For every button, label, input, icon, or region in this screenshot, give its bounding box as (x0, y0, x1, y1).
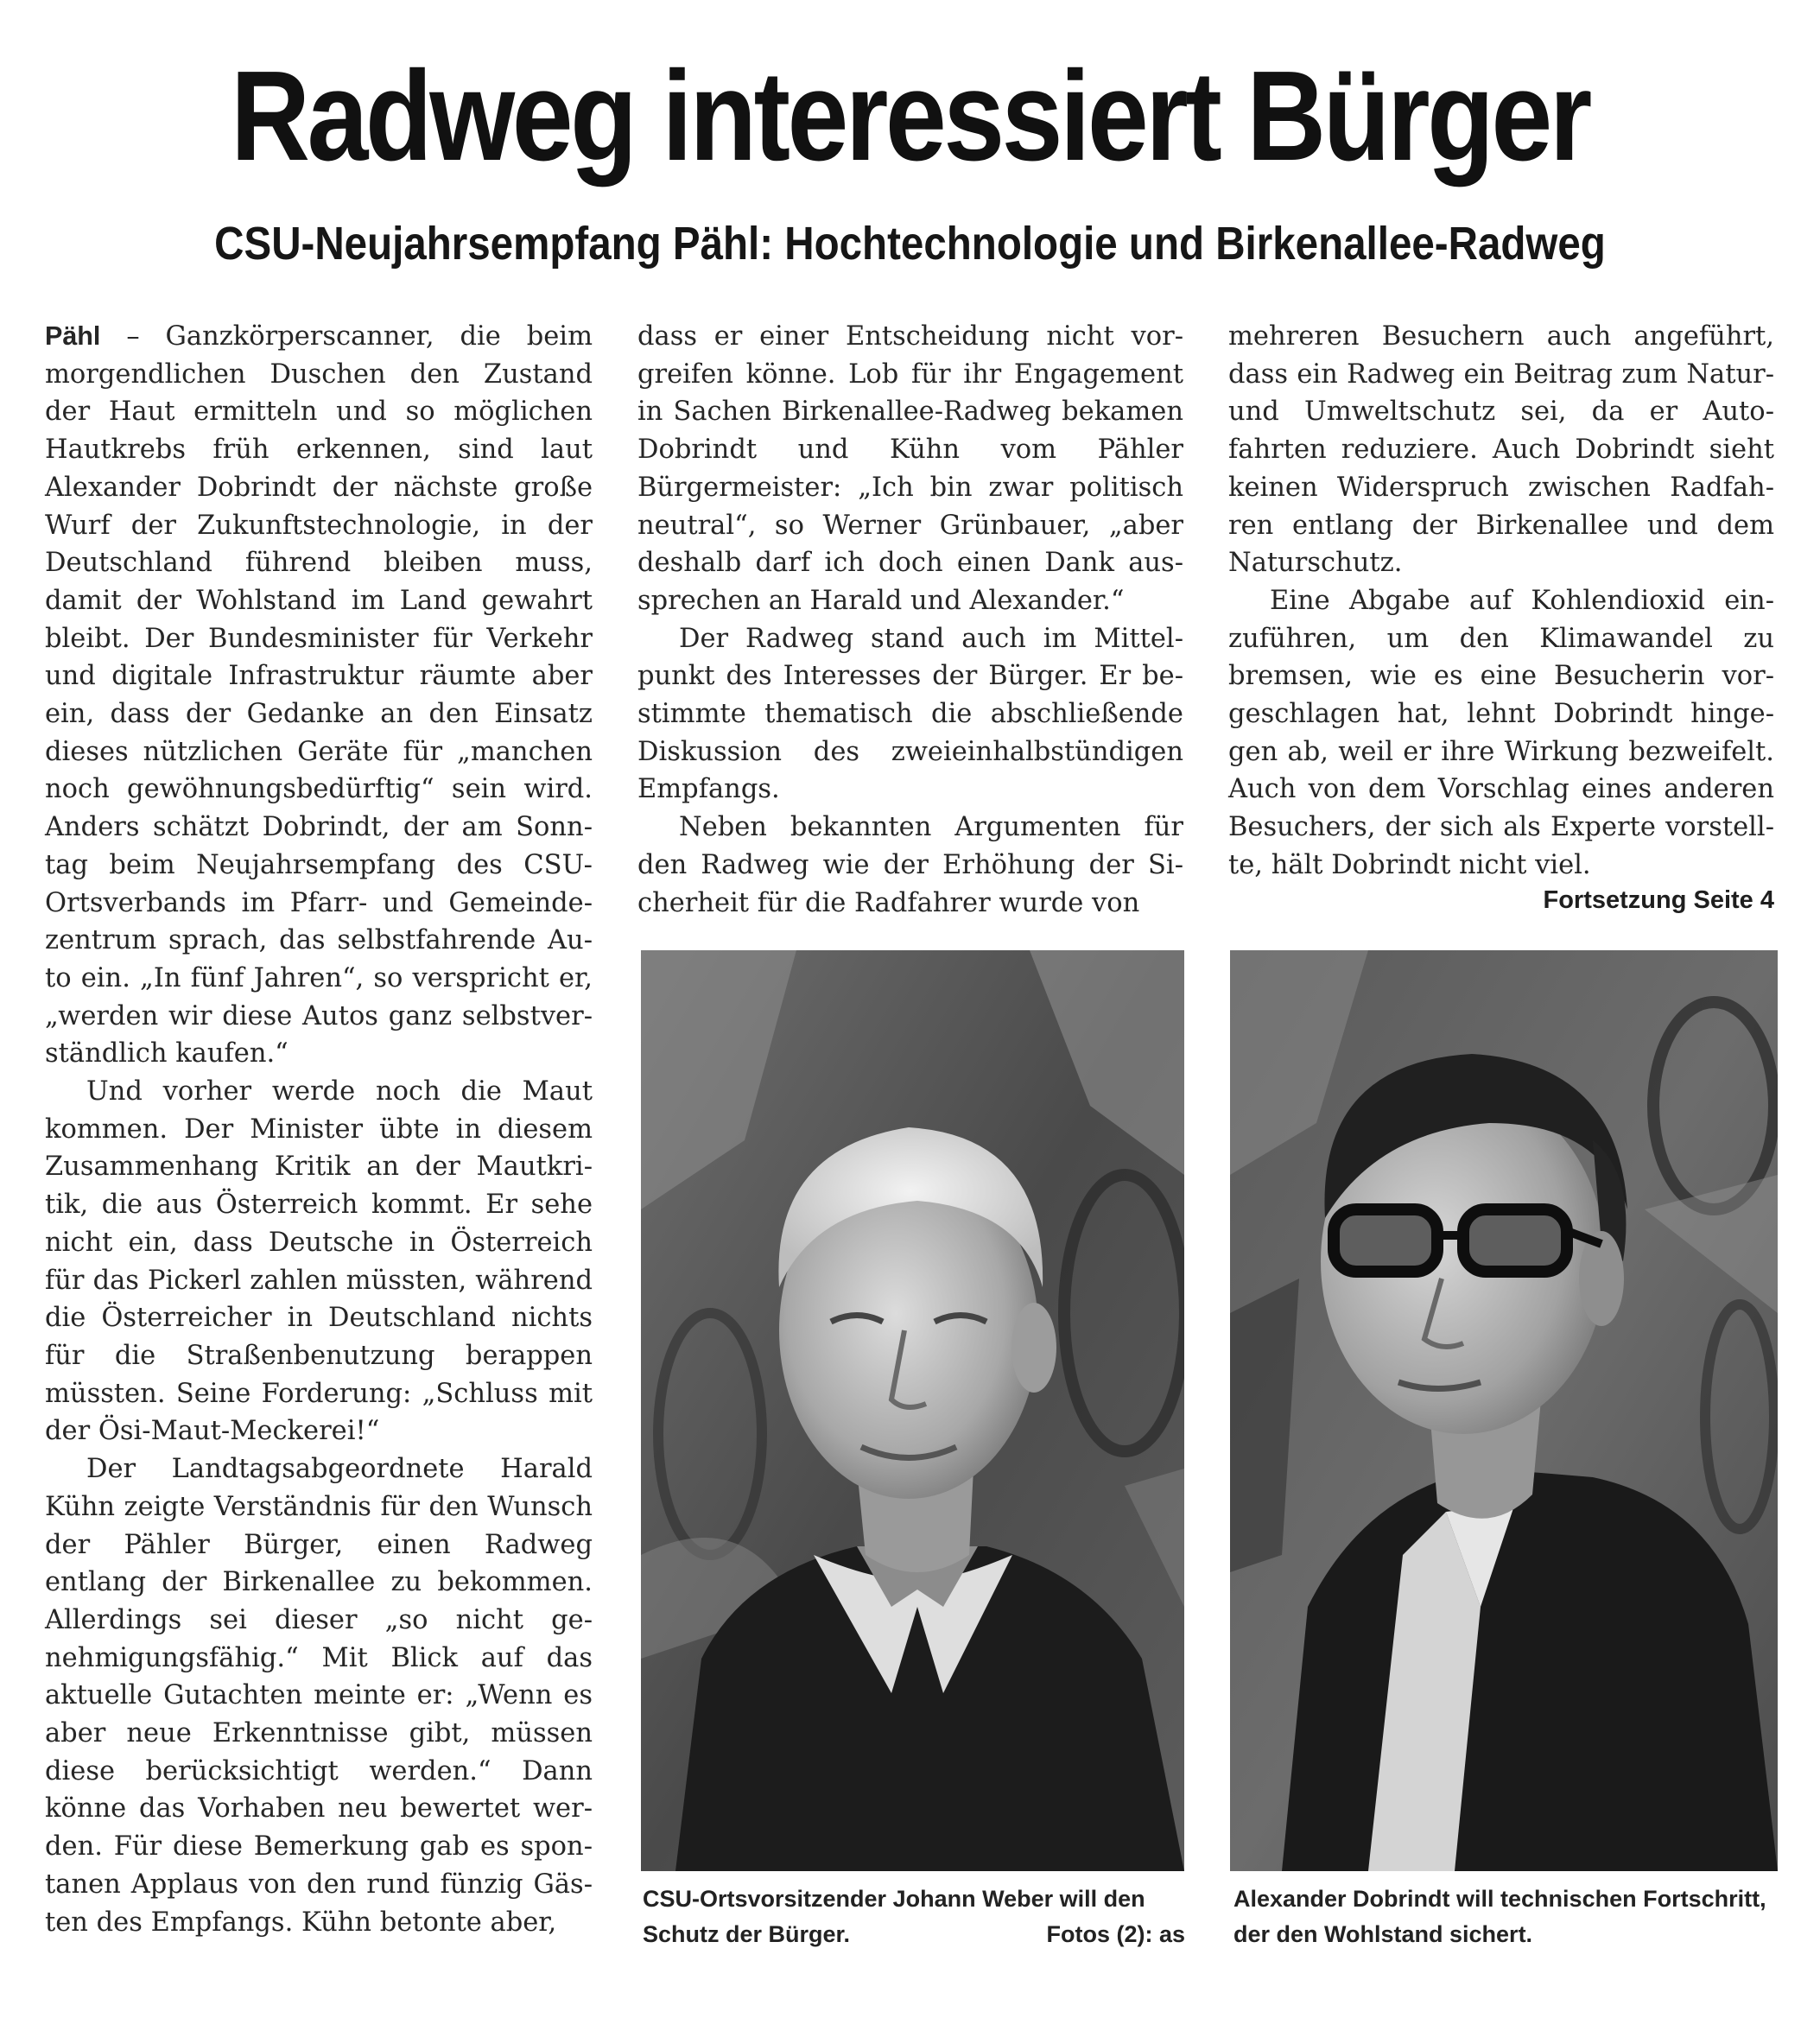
paragraph-text: – Ganzkörperscanner, die beim morgendlichen Duschen den Zustand der Haut ermitteln und so möglichen Hautkrebs früh erkennen, sind laut Alexander Dobrindt der nächste große Wurf der Zukunftstechnologie, in der Deutschland führend bleiben muss, damit der Wohlstand im Land gewahrt bleibt. Der Bundesminister für Verkehr und digitale Infrastruktur räumte aber ein, dass der Gedanke an den Einsatz dieses nützlichen Geräte für „manchen noch gewöhnungsbedürftig“ sein wird. Anders schätzt Dobrindt, der am Sonntag beim Neujahrsempfang des CSU-Ortsverbands im Pfarr- und Gemeindezentrum sprach, das selbstfahrende Auto ein. „In fünf Jahren“, so verspricht er, „werden wir diese Autos ganz selbstverständlich kaufen.“ (45, 321, 593, 1069)
article-column-2 (637, 318, 1183, 922)
paragraph (45, 318, 593, 1073)
paragraph: Der Landtagsabgeordnete Harald Kühn zeigte Verständnis für den Wunsch der Pähler Bürger, einen Radweg entlang der Birkenallee zu bekommen. Allerdings sei dieser „so nicht genehmigungsfähig.“ Mit Blick auf das aktuelle Gutachten meinte er: „Wenn es aber neue Erkenntnisse gibt, müssen diese berücksichtigt werden.“ Dann könne das Vorhaben neu bewertet werden. Für diese Bemerkung gab es spontanen Applaus von den rund fünzig Gästen des Empfangs. Kühn betonte aber, (45, 1454, 593, 1938)
article-column-1 (45, 318, 593, 1941)
paragraph: Eine Abgabe auf Kohlendioxid einzuführen, um den Klimawandel zu bremsen, wie es eine Besucherin vorgeschlagen hat, lehnt Dobrindt hingegen ab, weil er ihre Wirkung bezweifelt. Auch von dem Vorschlag eines anderen Besuchers, der sich als Experte vorstellte, hält Dobrindt nicht viel. (1228, 585, 1774, 880)
caption-line: CSU-Ortsvorsitzender Johann Weber will den (643, 1886, 1145, 1912)
paragraph: dass er einer Entscheidung nicht vorgreifen könne. Lob für ihr Engagement in Sachen Birkenallee-Radweg bekamen Dobrindt und Kühn vom Pähler Bürgermeister: „Ich bin zwar politisch neutral“, so Werner Grünbauer, „aber deshalb darf ich doch einen Dank aussprechen an Harald und Alexander.“ (637, 321, 1183, 616)
portrait-illustration (1230, 950, 1778, 1871)
photo-johann-weber (641, 950, 1184, 1871)
paragraph: mehreren Besuchern auch angeführt, dass ein Radweg ein Beitrag zum Natur- und Umweltschutz sei, da er Autofahrten reduziere. Auch Dobrindt sieht keinen Widerspruch zwischen Radfahren entlang der Birkenallee und dem Naturschutz. (1228, 321, 1774, 579)
caption-credit-row (643, 1917, 1185, 1952)
paragraph: Der Radweg stand auch im Mittelpunkt des Interesses der Bürger. Er bestimmte thematisch die abschließende Diskussion des zweieinhalbstündigen Empfangs. (637, 623, 1183, 805)
article-column-3 (1228, 318, 1774, 885)
continued-on-page: Fortsetzung Seite 4 (1543, 886, 1774, 914)
portrait-illustration (641, 950, 1184, 1871)
caption-line: Schutz der Bürger. (643, 1921, 851, 1947)
photo-credit: Fotos (2): as (1046, 1921, 1185, 1947)
subheadline: CSU-Neujahrsempfang Pähl: Hochtechnologie und Birkenallee-Radweg (214, 218, 1606, 270)
photo-alexander-dobrindt (1230, 950, 1778, 1871)
photo-caption-dobrindt: Alexander Dobrindt will technischen Fortschritt, der den Wohlstand sichert. (1233, 1886, 1766, 1947)
photo-caption-weber (643, 1882, 1185, 1952)
paragraph: Und vorher werde noch die Maut kommen. Der Minister übte in diesem Zusammenhang Kritik an der Mautkritik, die aus Österreich kommt. Er sehe nicht ein, dass Deutsche in Österreich für das Pickerl zahlen müssten, während die Österreicher in Deutschland nichts für die Straßenbenutzung berappen müssten. Seine Forderung: „Schluss mit der Ösi-Maut-Meckerei!“ (45, 1076, 593, 1447)
headline: Radweg interessiert Bürger (231, 45, 1589, 187)
dateline: Pähl (45, 321, 101, 351)
paragraph: Neben bekannten Argumenten für den Radweg wie der Erhöhung der Sicherheit für die Radfahrer wurde von (637, 812, 1183, 918)
